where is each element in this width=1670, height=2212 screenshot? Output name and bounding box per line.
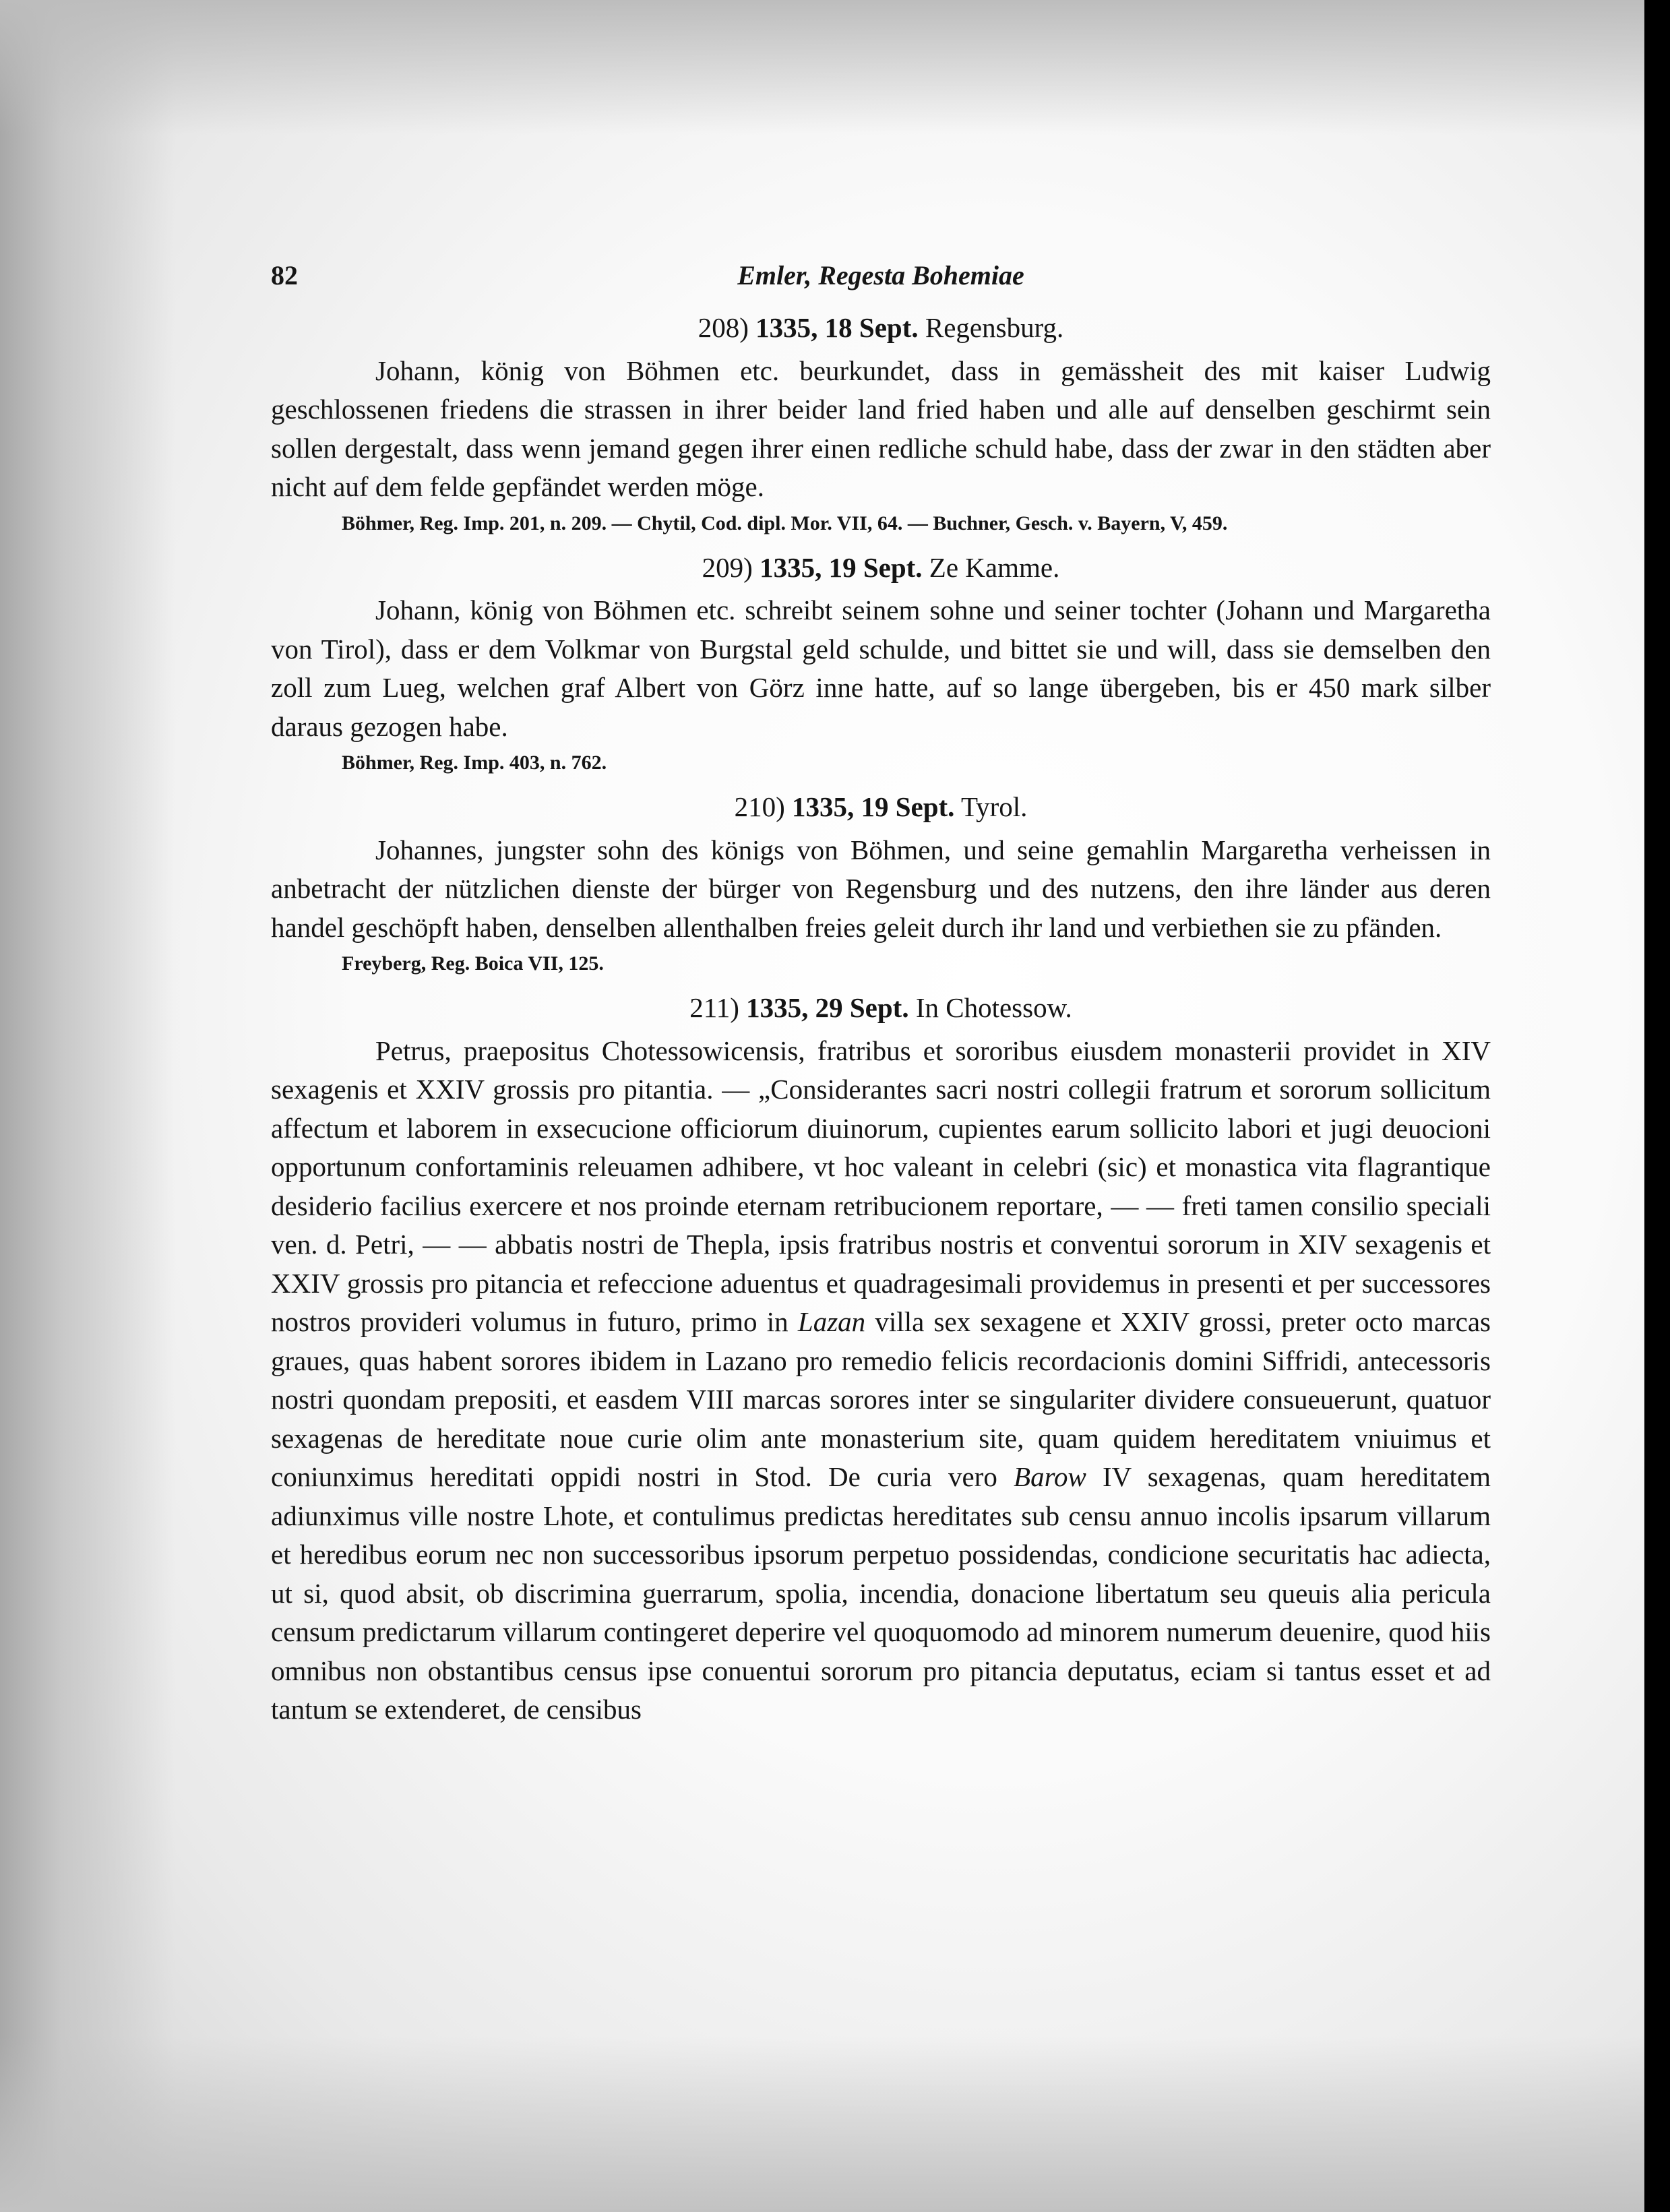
entry-date: 1335, 19 Sept. bbox=[791, 791, 955, 822]
entry-text: Johann, könig von Böhmen etc. schreibt seinem sohne und seiner tochter (Johann und Margaretha von Tirol), dass er dem Volkmar von Burgstal geld schulde, und bittet sie und will, dass sie demselben den zoll zum Lueg, welchen graf Albert von Görz inne hatte, auf so lange übergeben, bis er 450 mark silber daraus gezogen habe. bbox=[271, 594, 1491, 742]
page-number: 82 bbox=[271, 260, 298, 290]
entry-source: Böhmer, Reg. Imp. 403, n. 762. bbox=[342, 751, 607, 774]
entry-source: Freyberg, Reg. Boica VII, 125. bbox=[342, 952, 604, 975]
scan-shadow-top bbox=[0, 0, 1644, 135]
entry-number: 211) bbox=[689, 992, 739, 1023]
entry-number: 208) bbox=[698, 312, 749, 343]
entry-210 bbox=[271, 788, 1491, 979]
scan-shadow-left bbox=[0, 0, 175, 2212]
entry-number: 210) bbox=[734, 791, 785, 822]
entry-date: 1335, 19 Sept. bbox=[760, 551, 923, 583]
running-head bbox=[271, 256, 1491, 297]
entry-heading bbox=[271, 549, 1491, 588]
entry-text-part1: Petrus, praepositus Chotessowicensis, fratribus et sororibus eiusdem monasterii providet in XIV sexagenis et XXIV grossis pro pitantia. — „Considerantes sacri nostri collegii fratrum et sororum sollicitum affectum et laborem in exsecucione officiorum diuinorum, cupientes earum sollicito labori et jugi deuocioni opportunum confortaminis releuamen adhibere, vt hoc valeant in celebri (sic) et monastica vita flagrantique desiderio facilius exercere et nos proinde eternam retribucionem reportare, — — freti tamen consilio speciali ven. d. Petri, — — abbatis nostri de Thepla, ipsis fratribus nostris et conventui sororum in XIV sexagenis et XXIV grossis pro pitancia et refeccione aduentus et quadragesimali providemus in presenti et per successores nostros provideri volumus in futuro, primo in bbox=[271, 1035, 1491, 1337]
entry-text-part2: villa sex sexagene et XXIV grossi, preter octo marcas graues, quas habent sorores ibidem in Lazano pro remedio felicis recordacionis domini Siffridi, antecessoris nostri quondam prepositi, et easdem VIII marcas sorores inter se singulariter dividere consueuerunt, quatuor sexagenas de hereditate noue curie olim ante monasterium site, quam quidem hereditatem vniuimus et coniunximus hereditati oppidi nostri in Stod. De curia vero bbox=[271, 1306, 1491, 1492]
entry-heading bbox=[271, 989, 1491, 1028]
running-title: Emler, Regesta Bohemiae bbox=[737, 260, 1024, 290]
place-name-barow: Barow bbox=[1014, 1461, 1086, 1492]
entry-text: Johann, könig von Böhmen etc. beurkundet, dass in gemässheit des mit kaiser Ludwig geschlossenen friedens die strassen in ihrer beider land fried haben und alle auf denselben geschirmt sein sollen dergestalt, dass wenn jemand gegen ihrer einen redliche schuld habe, dass der zwar in den städten aber nicht auf dem felde gepfändet werden möge. bbox=[271, 355, 1491, 502]
entry-heading bbox=[271, 788, 1491, 827]
entry-place: Ze Kamme. bbox=[929, 551, 1060, 583]
entry-number: 209) bbox=[702, 551, 753, 583]
page-content bbox=[271, 256, 1491, 1729]
entry-place: Tyrol. bbox=[960, 791, 1028, 822]
entry-text-part3: IV sexagenas, quam hereditatem adiunximus ville nostre Lhote, et contulimus predictas hereditates sub censu annuo incolis ipsarum villarum et heredibus eorum nec non successoribus ipsorum perpetuo possidendas, condicione securitatis hac adiecta, ut si, quod absit, ob discrimina guerrarum, spolia, incendia, donacione libertatum seu queuis alia pericula censum predictarum villarum contingeret deperire vel quoquomodo ad minorem numerum deuenire, quod hiis omnibus non obstantibus census ipse conuentui sororum pro pitancia deputatus, eciam si tantus esset et ad tantum se extenderet, de censibus bbox=[271, 1461, 1491, 1725]
scan-shadow-bottom bbox=[0, 2037, 1644, 2212]
place-name-lazan: Lazan bbox=[797, 1306, 866, 1337]
entry-place: In Chotessow. bbox=[915, 992, 1072, 1023]
entry-source: Böhmer, Reg. Imp. 201, n. 209. — Chytil, Cod. dipl. Mor. VII, 64. — Buchner, Gesch. v. Bayern, V, 459. bbox=[342, 512, 1228, 534]
entry-text bbox=[271, 1032, 1491, 1729]
entry-208 bbox=[271, 309, 1491, 539]
entry-heading bbox=[271, 309, 1491, 348]
entry-209 bbox=[271, 549, 1491, 779]
entry-211 bbox=[271, 989, 1491, 1729]
entry-date: 1335, 18 Sept. bbox=[755, 312, 919, 343]
entry-date: 1335, 29 Sept. bbox=[746, 992, 909, 1023]
entry-place: Regensburg. bbox=[925, 312, 1064, 343]
entry-text: Johannes, jungster sohn des königs von Böhmen, und seine gemahlin Margaretha verheissen in anbetracht der nützlichen dienste der bürger von Regensburg und des nutzens, den ihre länder aus deren handel geschöpft haben, denselben allenthalben freies geleit durch ihr land und verbiethen sie zu pfänden. bbox=[271, 834, 1491, 943]
